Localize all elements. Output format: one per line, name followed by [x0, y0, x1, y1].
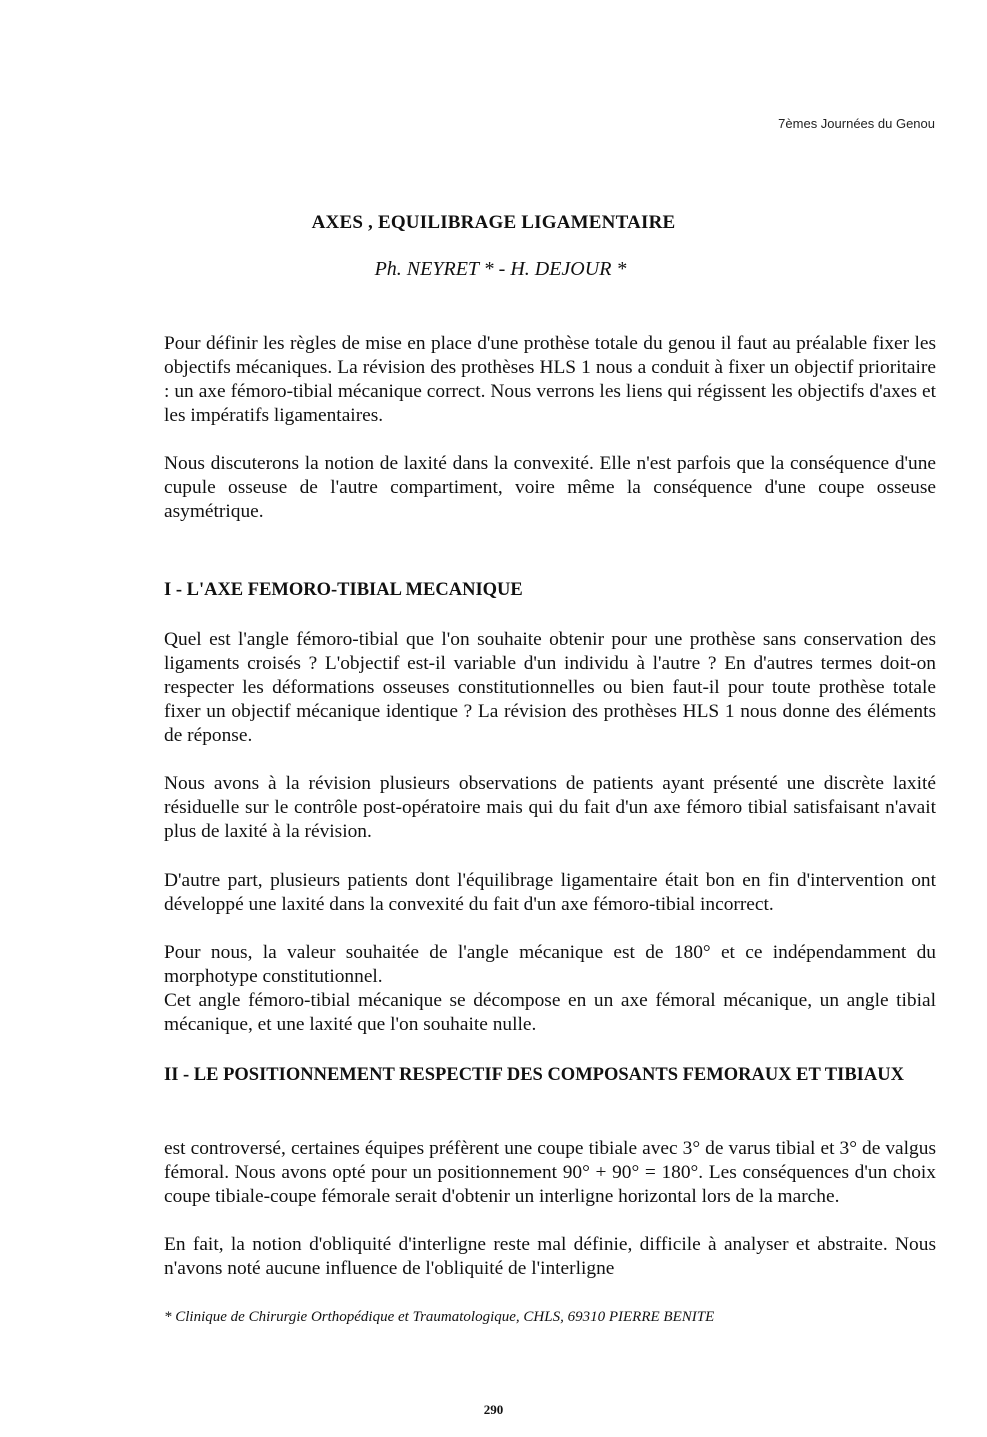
section-1-heading: I - L'AXE FEMORO-TIBIAL MECANIQUE	[164, 580, 523, 600]
section-1-text-4: Pour nous, la valeur souhaitée de l'angle mécanique est de 180° et ce indépendamment du morphotype constitutionnel.	[164, 942, 936, 987]
footnote: * Clinique de Chirurgie Orthopédique et Traumatologique, CHLS, 69310 PIERRE BENITE	[164, 1309, 715, 1325]
section-1-text-2: Nous avons à la révision plusieurs observations de patients ayant présenté une discrète laxité résiduelle sur le contrôle post-opératoire mais qui du fait d'un axe fémoro tibial satisfaisant n'avait plus de laxité à la révision.	[164, 773, 936, 842]
article-title: AXES , EQUILIBRAGE LIGAMENTAIRE	[311, 212, 676, 233]
section-1-paragraph-4	[164, 941, 936, 989]
section-1-text-5: Cet angle fémoro-tibial mécanique se décompose en un axe fémoral mécanique, un angle tibial mécanique, et une laxité que l'on souhaite nulle.	[164, 990, 936, 1035]
section-2-text-2: En fait, la notion d'obliquité d'interligne reste mal définie, difficile à analyser et abstraite. Nous n'avons noté aucune influence de l'obliquité de l'interligne	[164, 1234, 936, 1279]
intro-paragraph-1	[164, 332, 936, 428]
section-2-text-1: est controversé, certaines équipes préfèrent une coupe tibiale avec 3° de varus tibial et 3° de valgus fémoral. Nous avons opté pour un positionnement 90° + 90° = 180°. Les conséquences d'un choix coupe tibiale-coupe fémorale serait d'obtenir un interligne horizontal lors de la marche.	[164, 1138, 936, 1207]
section-1-paragraph-5	[164, 989, 936, 1037]
section-2-heading: II - LE POSITIONNEMENT RESPECTIF DES COMPOSANTS FEMORAUX ET TIBIAUX	[164, 1065, 904, 1085]
section-1-paragraph-3	[164, 869, 936, 917]
page-number: 290	[483, 1402, 504, 1417]
section-1-paragraph-2	[164, 772, 936, 844]
intro-text-1: Pour définir les règles de mise en place d'une prothèse totale du genou il faut au préalable fixer les objectifs mécaniques. La révision des prothèses HLS 1 nous a conduit à fixer un objectif prioritaire : un axe fémoro-tibial mécanique correct. Nous verrons les liens qui régissent les objectifs d'axes et les impératifs ligamentaires.	[164, 333, 936, 426]
section-1-text-1: Quel est l'angle fémoro-tibial que l'on souhaite obtenir pour une prothèse sans conservation des ligaments croisés ? L'objectif est-il variable d'un individu à l'autre ? En d'autres termes doit-on respecter les déformations osseuses constitutionnelles ou bien faut-il pour toute prothèse totale fixer un objectif mécanique identique ? La révision des prothèses HLS 1 nous donne des éléments de réponse.	[164, 629, 936, 746]
section-1-heading-block	[164, 578, 936, 602]
section-2-paragraph-1	[164, 1137, 936, 1209]
running-header: 7èmes Journées du Genou	[778, 116, 935, 131]
section-2-paragraph-2	[164, 1233, 936, 1281]
article-authors: Ph. NEYRET * - H. DEJOUR *	[374, 258, 627, 280]
section-2-heading-block	[164, 1063, 936, 1087]
intro-text-2: Nous discuterons la notion de laxité dans la convexité. Elle n'est parfois que la conséquence d'une cupule osseuse de l'autre compartiment, voire même la conséquence d'une coupe osseuse asymétrique.	[164, 453, 936, 522]
section-1-paragraph-1	[164, 628, 936, 748]
intro-paragraph-2	[164, 452, 936, 524]
section-1-text-3: D'autre part, plusieurs patients dont l'équilibrage ligamentaire était bon en fin d'intervention ont développé une laxité dans la convexité du fait d'un axe fémoro-tibial incorrect.	[164, 870, 936, 915]
